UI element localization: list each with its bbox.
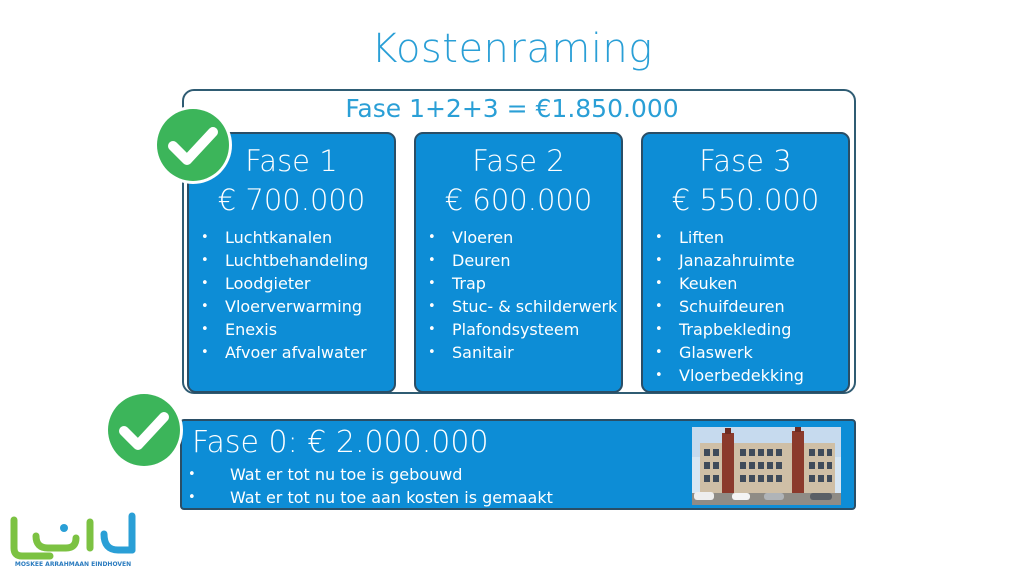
phase-item-list xyxy=(189,226,394,364)
slide-title: Kostenraming xyxy=(371,26,653,72)
mosque-building-photo xyxy=(692,427,841,505)
phase-title: Fase 2 xyxy=(472,144,565,178)
list-item: • Vloerverwarming xyxy=(201,295,394,318)
phase-title: Fase 1 xyxy=(245,144,338,178)
phase-amount: € 550.000 xyxy=(671,183,820,217)
list-item: • Afvoer afvalwater xyxy=(201,341,394,364)
phase-card-3 xyxy=(641,132,850,393)
list-item: • Wat er tot nu toe is gebouwd xyxy=(188,463,553,486)
phase-item-list xyxy=(188,463,553,509)
phase-item-list xyxy=(643,226,848,387)
phase-amount: € 600.000 xyxy=(444,183,593,217)
list-item: • Trap xyxy=(428,272,621,295)
phase-card-0 xyxy=(180,419,856,510)
phase-amount: € 700.000 xyxy=(217,183,366,217)
list-item: • Plafondsysteem xyxy=(428,318,621,341)
list-item: • Trapbekleding xyxy=(655,318,848,341)
list-item: • Stuc- & schilderwerk xyxy=(428,295,621,318)
list-item: • Vloerbedekking xyxy=(655,364,848,387)
phase-title: Fase 3 xyxy=(699,144,792,178)
list-item: • Deuren xyxy=(428,249,621,272)
logo-caption: MOSKEE ARRAHMAAN EINDHOVEN xyxy=(14,561,132,568)
list-item: • Janazahruimte xyxy=(655,249,848,272)
check-circle-icon xyxy=(153,105,233,185)
list-item: • Schuifdeuren xyxy=(655,295,848,318)
list-item: • Loodgieter xyxy=(201,272,394,295)
list-item: • Vloeren xyxy=(428,226,621,249)
list-item: • Liften xyxy=(655,226,848,249)
phase-item-list xyxy=(416,226,621,364)
phase-title: Fase 0: € 2.000.000 xyxy=(192,425,489,460)
list-item: • Luchtkanalen xyxy=(201,226,394,249)
phase-card-2 xyxy=(414,132,623,393)
total-heading: Fase 1+2+3 = €1.850.000 xyxy=(345,94,679,123)
list-item: • Luchtbehandeling xyxy=(201,249,394,272)
arrahmaan-logo xyxy=(6,508,141,570)
list-item: • Enexis xyxy=(201,318,394,341)
check-circle-icon xyxy=(104,390,184,470)
list-item: • Wat er tot nu toe aan kosten is gemaakt xyxy=(188,486,553,509)
list-item: • Keuken xyxy=(655,272,848,295)
list-item: • Glaswerk xyxy=(655,341,848,364)
list-item: • Sanitair xyxy=(428,341,621,364)
